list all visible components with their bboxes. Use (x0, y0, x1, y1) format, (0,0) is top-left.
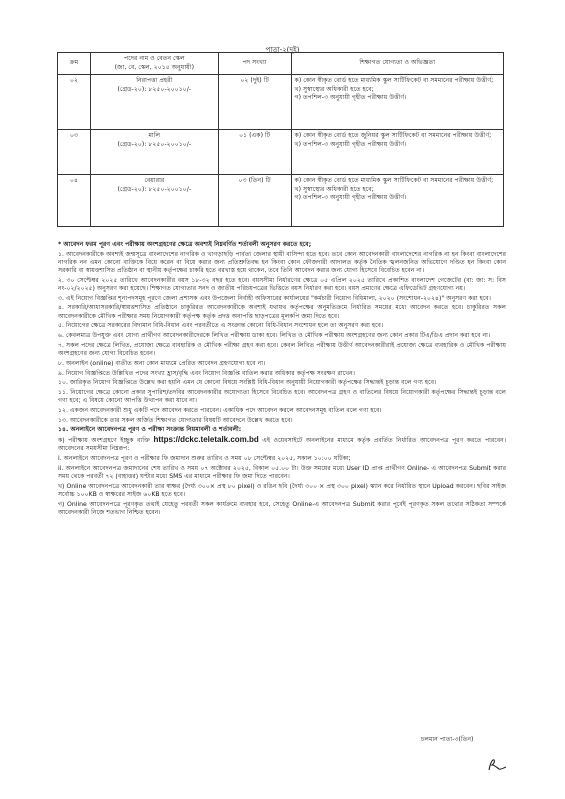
condition-item: ৮. অনলাইন (online) ব্যতীত অন্য কোন মাধ্যমে প্রেরিত আবেদন গ্রহণযোগ্য হবে না। (58, 359, 266, 367)
condition-item: ৫. নিয়োগের ক্ষেত্রে সরকারের বিদ্যমান বিধি-বিধান এবং পরবর্তীতে এ সংক্রান্ত কোনো বিধি-বিধান সংশোধন হলে তা অনুসরণ করা হবে। (58, 322, 384, 330)
continuation-note: চলমান পাতা-৩(তিন) (421, 736, 474, 743)
post-name: বেয়ারার (144, 177, 165, 185)
row-qualification (291, 75, 503, 130)
condition-item: ৯. নিয়োগ বিজ্ঞপ্তিতে উল্লিখিত পদের সংখ্যা হ্রাস/বৃদ্ধি এবং নিয়োগ বিজ্ঞপ্তি বাতিল করার অধিকার কর্তৃপক্ষ সংরক্ষণ রাখেন। (58, 369, 355, 377)
table-row (58, 130, 504, 175)
header-count: পদ সংখ্যা (218, 53, 291, 75)
qualification-item: ক) কোন স্বীকৃত বোর্ড হতে জুনিয়র স্কুল সার্টিফিকেট বা সমমানের পরীক্ষায় উত্তীর্ণ; (294, 132, 492, 140)
application-website-link[interactable]: https://dckc.teletalk.com.bd (153, 435, 259, 445)
row-post (90, 75, 218, 130)
header-post-scale: (জা, বে, স্কেল, ২০১৫ অনুযায়ী) (114, 63, 194, 71)
qualification-item: খ) তপশিল-৩ অনুযায়ী গৃহীত পরীক্ষায় উত্তীর্ণ। (294, 140, 407, 148)
condition-item: ১২. একজন আবেদনকারী শুধু একটি পদে আবেদন করতে পারবেন। একাধিক পদে আবেদন করলে আবেদনসমূহ বাতিল বলে গণ্য হবে। (58, 406, 382, 414)
row-serial: ০২ (58, 75, 91, 130)
online-intro (58, 436, 506, 453)
row-count: ০১ (এক) টি (218, 130, 291, 175)
row-qualification (291, 175, 503, 227)
qualification-item: গ) তপশিল-৩ অনুযায়ী গৃহীত পরীক্ষায় উত্তীর্ণ। (294, 194, 407, 202)
condition-item: ৩. এই নিয়োগ বিজ্ঞপ্তির শূন্যপদসমূহ পূরণে জেলা প্রশাসক এবং উপজেলা নির্বাহী অফিসারের কার্যালয়ের "কর্মচারী নিয়োগ বিধিমালা, ২০২০ (সংশোধন-২০২৪)" অনুসরণ করা হবে। (58, 294, 491, 302)
qualification-item: ক) কোন স্বীকৃত বোর্ড হতে মাধ্যমিক স্কুল সার্টিফিকেট বা সমমানের পরীক্ষায় উত্তীর্ণ; (294, 177, 494, 185)
online-item: i. অনলাইনে আবেদনপত্র পূরণ ও পরীক্ষার ফি জমাদান শুরুর তারিখ ও সময় ০৮ সেপ্টেম্বর ২০২৫, সকাল ১০:০০ ঘটিকা; (58, 455, 351, 463)
qualification-item: ক) কোন স্বীকৃত বোর্ড হতে মাধ্যমিক স্কুল সার্টিফিকেট বা সমমানের পরীক্ষায় উত্তীর্ণ; (294, 77, 494, 85)
online-item: ii. অনলাইনে আবেদনপত্র জমাদানের শেষ তারিখ ও সময় ০৭ অক্টোবর ২০২৫, বিকাল ০৫.০০ টা। উক্ত সময়ের মধ্যে User ID প্রাপ্ত প্রার্থীগণ Online- এ আবেদনপত্র Submit করার সময় থেকে পরবর্তী ৭২ (বাহাত্তর) ঘণ্টার মধ্যে SMS এর মাধ্যমে পরীক্ষার ফি জমা দিতে পারবেন। (58, 464, 506, 480)
signature (486, 758, 508, 772)
header-post-name: পদের নাম ও বেতন স্কেল (124, 55, 185, 62)
row-qualification (291, 130, 503, 175)
conditions-heading: * আবেদন ফরম পূরণ এবং পরীক্ষায় অংশগ্রহণের ক্ষেত্রে অবশ্যই নিম্নবর্ণিত শর্তাবলী অনুসরণ করতে হবে; (58, 241, 312, 248)
condition-item: ৪. সরকারি/আধাসরকারি/স্বায়ত্তশাসিত প্রতিষ্ঠানে চাকুরিরত আবেদনকারীকে অবশ্যই যথাযথ কর্তৃপক্ষের অনুমতিক্রমে নির্ধারিত সময়ের মধ্যে আবেদন করতে হবে। চাকুরিরত সকল আবেদনকারীকে মৌখিক পরীক্ষার সময় নিয়োগকারী কর্তৃপক্ষ কর্তৃক প্রদত্ত অনাপত্তি ছাড়পত্রের মূলকপি জমা দিতে হবে। (58, 304, 506, 320)
table-header-row (58, 53, 504, 75)
row-post (90, 130, 218, 175)
online-intro-suffix: এই ওয়েবসাইটে অনলাইনের মাধ্যমে কর্তৃক প্রবর্তিত নির্ধারিত আবেদনপত্র পূরণ করতে পারবেন। আবেদনের সময়সীমা নিম্নরূপ: (58, 437, 507, 453)
posts-table (57, 52, 504, 227)
page-number-header: পাতা-২(দুই) (265, 46, 300, 54)
condition-item: ১৩. আবেদনকারীকে তার সকল অর্জিত শিক্ষাগত যোগ্যতার বিষয়টি আবেদনে উল্লেখ করতে হবে। (58, 416, 293, 424)
header-qualification: শিক্ষাগত যোগ্যতা ও অভিজ্ঞতা (291, 53, 503, 75)
header-serial: ক্রম (58, 53, 91, 75)
qualification-item: খ) সুস্বাস্থ্যের অধিকারী হতে হবে; (294, 185, 374, 193)
post-grade: (গ্রেড-২০): ৮২৫০-২০০১০/- (117, 185, 192, 193)
condition-item: ১. আবেদনকারীকে অবশ্যই জন্মসূত্রে বাংলাদেশের নাগরিক ও খাগড়াছড়ি পার্বত্য জেলার স্থায়ী বাসিন্দা হতে হবে। তবে কোন আবেদনকারী বাংলাদেশের নাগরিক না হন কিংবা বাংলাদেশের নাগরিক নন এমন কোনো ব্যক্তিকে বিয়ে করেন বা বিয়ে করার জন্য প্রতিশ্রুতিবদ্ধ হন কিংবা কোন ফৌজদারী আদালত কর্তৃক নৈতিক স্খলনজনিত অভিযোগে দণ্ডিত হন কিংবা কোন সরকারি বা স্বায়ত্তশাসিত প্রতিষ্ঠান বা স্থানীয় কর্তৃপক্ষের চাকরি হতে বরখাস্ত হয়ে থাকেন, তবে তিনি আবেদন করার জন্য যোগ্য হিসেবে বিবেচিত হবেন না। (58, 250, 506, 275)
table-row (58, 75, 504, 130)
table-row (58, 175, 504, 227)
condition-item: ১০. জারিকৃত নিয়োগ বিজ্ঞপ্তিতে উল্লেখ করা হয়নি এমন যে কোনো বিষয়ে সংশ্লিষ্ট বিধি-বিধান অনুযায়ী নিয়োগকারী কর্তৃপক্ষের সিদ্ধান্তই চূড়ান্ত বলে গণ্য হবে। (58, 379, 437, 387)
post-name: নিরাপত্তা প্রহরী (136, 77, 173, 85)
conditions-section (58, 241, 506, 519)
row-count: ০৩ (তিন) টি (218, 175, 291, 227)
condition-item: ৭. সকল পদের ক্ষেত্রে লিখিত, প্রযোজ্য ক্ষেত্রে ব্যবহারিক ও মৌখিক পরীক্ষা গ্রহণ করা হবে। কেবল লিখিত পরীক্ষায় উত্তীর্ণ আবেদনকারীরাই প্রযোজ্য ক্ষেত্রে ব্যবহারিক ও মৌখিক পরীক্ষায় অংশগ্রহণের জন্য যোগ্য বিবেচিত হবেন। (58, 341, 506, 358)
condition-item: ২. ৩০ সেপ্টেম্বর ২০২৫ তারিখে আবেদনকারীর বয়স ১৮-৩২ বছর হতে হবে। বয়সসীমা নির্ধারণের ক্ষেত্রে ০৫ এপ্রিল ২০২৫ তারিখে প্রকাশিত বাংলাদেশ গেজেটের (বা: জা: স: বিস নং-০২/২০২৫) অনুসরণ করা হয়েছে। শিক্ষাগত যোগ্যতার সনদ ও জাতীয় পরিচয়পত্রের ভিত্তিতে বয়স নির্ধারণ করা হবে। বয়স প্রমাণের ক্ষেত্রে এফিডেভিট গ্রহণযোগ্য নয়। (58, 276, 506, 292)
row-serial: ০৪ (58, 175, 91, 227)
online-item: খ) Online আবেদনপত্রে আবেদনকারী তার স্বাক্ষর (দৈর্ঘ্য ৩০০× প্রস্থ ৮০ pixel) ও রঙিন ছবি (দৈর্ঘ্য ৩০০ × প্রস্থ ৩০০ pixel) স্ক্যান করে নির্ধারিত স্থানে Upload করবেন। ছবির সাইজ সর্বোচ্চ ১০০KB ও স্বাক্ষরের সাইজ ৬০KB হতে হবে। (58, 482, 506, 498)
condition-item: ৬. কেবলমাত্র উপযুক্ত এবং যোগ্য প্রার্থীগণ আবেদনকারীদেরকে লিখিত পরীক্ষায় ডাকা হবে। লিখিত ও মৌখিক পরীক্ষায় অংশগ্রহণের জন্য কোন প্রকার টিএ/ডিএ প্রদান করা হবে না। (58, 332, 491, 340)
online-intro-prefix: ক) পরীক্ষায় অংশগ্রহণে ইচ্ছুক ব্যক্তি (58, 437, 150, 445)
online-heading: ১৪. অনলাইনে আবেদনপত্র পূরণ ও পরীক্ষা সংক্রান্ত নিয়মাবলী ও শর্তাবলী: (58, 426, 242, 434)
row-serial: ০৩ (58, 130, 91, 175)
online-item: গ) Online আবেদনপত্রে পূরণকৃত তথ্যই যেহেতু পরবর্তী সকল কার্যক্রমে ব্যবহার হবে, সেহেতু Online-এ আবেদনপত্র Submit করার পূর্বেই পূরণকৃত সকল তথ্যের সঠিকতা সম্পর্কে আবেদনকারী নিজে শতভাগ নিশ্চিত হবেন। (58, 500, 506, 516)
post-grade: (গ্রেড-২০): ৮২৫০-২০০১০/- (117, 85, 192, 93)
qualification-item: গ) তপশিল-৩ অনুযায়ী গৃহীত পরীক্ষায় উত্তীর্ণ। (294, 94, 407, 102)
row-post (90, 175, 218, 227)
header-post (90, 53, 218, 75)
post-name: মালি (148, 132, 161, 140)
post-grade: (গ্রেড-২০): ৮২৫০-২০০১০/- (117, 140, 192, 148)
row-count: ০২ (দুই) টি (218, 75, 291, 130)
qualification-item: খ) সুস্বাস্থ্যের অধিকারী হতে হবে; (294, 85, 374, 93)
condition-item: ১১. নিয়োগের ক্ষেত্রে কোনো প্রকার সুপারিশ/তদবির আবেদনকারীর অযোগ্যতা হিসেবে বিবেচিত হবে। আবেদনপত্র গ্রহণ ও বাতিলের বিষয়ে নিয়োগকারী কর্তৃপক্ষের সিদ্ধান্তই চূড়ান্ত বলে গণ্য হবে; এ বিষয়ে কোনো আপত্তি উত্থাপন করা যাবে না। (58, 389, 506, 405)
